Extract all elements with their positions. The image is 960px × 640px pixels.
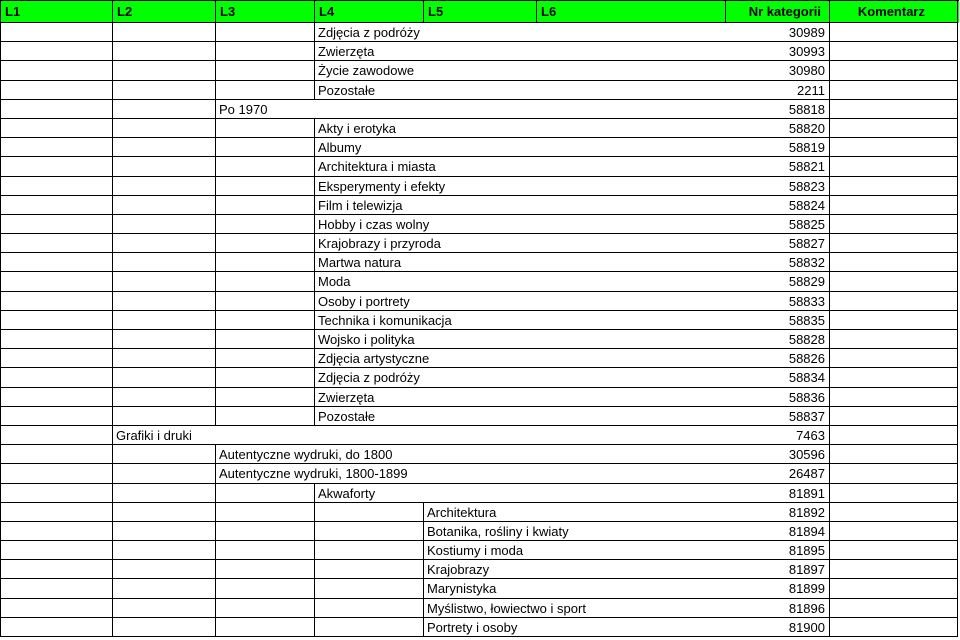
table-row[interactable] bbox=[1, 445, 959, 464]
category-cell[interactable] bbox=[315, 81, 830, 100]
komentarz-cell[interactable] bbox=[830, 61, 958, 80]
empty-cell[interactable] bbox=[216, 349, 315, 368]
table-row[interactable] bbox=[1, 42, 959, 61]
table-row[interactable] bbox=[1, 215, 959, 234]
empty-cell[interactable] bbox=[216, 81, 315, 100]
table-row[interactable] bbox=[1, 311, 959, 330]
table-row[interactable] bbox=[1, 234, 959, 253]
empty-cell[interactable] bbox=[1, 23, 113, 42]
empty-cell[interactable] bbox=[1, 407, 113, 426]
category-number: 81895 bbox=[788, 543, 825, 559]
category-label: Krajobrazy i przyroda bbox=[318, 236, 441, 252]
category-number: 58819 bbox=[788, 140, 825, 156]
empty-cell[interactable] bbox=[113, 292, 216, 311]
empty-cell[interactable] bbox=[113, 196, 216, 215]
category-label: Zwierzęta bbox=[318, 389, 375, 405]
empty-cell[interactable] bbox=[1, 560, 113, 579]
header-l4[interactable]: L4 bbox=[315, 1, 424, 23]
empty-cell[interactable] bbox=[1, 445, 113, 464]
category-label: Albumy bbox=[318, 140, 362, 156]
empty-cell[interactable] bbox=[113, 541, 216, 560]
category-label: Po 1970 bbox=[219, 101, 268, 117]
table-row[interactable] bbox=[1, 61, 959, 80]
empty-cell[interactable] bbox=[1, 579, 113, 598]
empty-cell[interactable] bbox=[315, 618, 424, 637]
komentarz-cell[interactable] bbox=[830, 560, 958, 579]
category-label: Akwaforty bbox=[318, 485, 376, 501]
empty-cell[interactable] bbox=[216, 388, 315, 407]
komentarz-cell[interactable] bbox=[830, 599, 958, 618]
empty-cell[interactable] bbox=[1, 81, 113, 100]
category-label: Wojsko i polityka bbox=[318, 332, 415, 347]
category-label: Życie zawodowe bbox=[318, 63, 415, 79]
category-label: Eksperymenty i efekty bbox=[318, 178, 446, 194]
category-label: Akty i erotyka bbox=[318, 120, 397, 136]
table-row[interactable] bbox=[1, 599, 959, 618]
category-number: 58821 bbox=[788, 159, 825, 175]
empty-cell[interactable] bbox=[113, 464, 216, 483]
empty-cell[interactable] bbox=[113, 407, 216, 426]
table-row[interactable] bbox=[1, 579, 959, 598]
category-label: Myślistwo, łowiectwo i sport bbox=[427, 600, 586, 616]
category-cell[interactable] bbox=[315, 272, 830, 291]
table-row[interactable] bbox=[1, 272, 959, 291]
category-label: Autentyczne wydruki, do 1800 bbox=[219, 447, 393, 463]
komentarz-cell[interactable] bbox=[830, 388, 958, 407]
table-row[interactable] bbox=[1, 407, 959, 426]
category-number: 58824 bbox=[788, 197, 825, 213]
empty-cell[interactable] bbox=[216, 157, 315, 176]
category-label: Grafiki i druki bbox=[116, 427, 192, 443]
empty-cell[interactable] bbox=[113, 234, 216, 253]
empty-cell[interactable] bbox=[113, 388, 216, 407]
empty-cell[interactable] bbox=[315, 522, 424, 541]
empty-cell[interactable] bbox=[216, 579, 315, 598]
empty-cell[interactable] bbox=[216, 503, 315, 522]
category-number: 58832 bbox=[788, 255, 825, 271]
empty-cell[interactable] bbox=[1, 119, 113, 138]
table-row[interactable] bbox=[1, 23, 959, 42]
category-number: 30993 bbox=[788, 44, 825, 60]
komentarz-cell[interactable] bbox=[830, 42, 958, 61]
category-label: Zdjęcia z podróży bbox=[318, 25, 420, 40]
komentarz-cell[interactable] bbox=[830, 426, 958, 445]
category-number: 58837 bbox=[788, 408, 825, 424]
empty-cell[interactable] bbox=[1, 388, 113, 407]
empty-cell[interactable] bbox=[216, 407, 315, 426]
category-number: 81899 bbox=[788, 581, 825, 597]
empty-cell[interactable] bbox=[216, 119, 315, 138]
empty-cell[interactable] bbox=[216, 196, 315, 215]
komentarz-cell[interactable] bbox=[830, 234, 958, 253]
empty-cell[interactable] bbox=[113, 445, 216, 464]
header-nr-kategorii[interactable]: Nr kategorii bbox=[726, 1, 830, 23]
komentarz-cell[interactable] bbox=[830, 23, 958, 42]
category-label: Zdjęcia artystyczne bbox=[318, 351, 430, 367]
table-row[interactable] bbox=[1, 618, 959, 637]
empty-cell[interactable] bbox=[113, 157, 216, 176]
empty-cell[interactable] bbox=[113, 579, 216, 598]
empty-cell[interactable] bbox=[113, 522, 216, 541]
table-row[interactable] bbox=[1, 119, 959, 138]
category-number: 58834 bbox=[788, 370, 825, 386]
table-row[interactable] bbox=[1, 330, 959, 349]
table-row[interactable] bbox=[1, 484, 959, 503]
empty-cell[interactable] bbox=[113, 349, 216, 368]
table-row[interactable] bbox=[1, 177, 959, 196]
empty-cell[interactable] bbox=[1, 292, 113, 311]
empty-cell[interactable] bbox=[113, 100, 216, 119]
empty-cell[interactable] bbox=[216, 23, 315, 42]
table-row[interactable] bbox=[1, 157, 959, 176]
header-l1[interactable]: L1 bbox=[1, 1, 113, 23]
header-l2[interactable]: L2 bbox=[113, 1, 216, 23]
komentarz-cell[interactable] bbox=[830, 541, 958, 560]
empty-cell[interactable] bbox=[113, 330, 216, 349]
category-number: 7463 bbox=[796, 427, 825, 443]
category-label: Marynistyka bbox=[427, 581, 497, 597]
empty-cell[interactable] bbox=[113, 311, 216, 330]
empty-cell[interactable] bbox=[113, 23, 216, 42]
komentarz-cell[interactable] bbox=[830, 503, 958, 522]
komentarz-cell[interactable] bbox=[830, 464, 958, 483]
empty-cell[interactable] bbox=[315, 503, 424, 522]
empty-cell[interactable] bbox=[216, 368, 315, 387]
table-row[interactable] bbox=[1, 81, 959, 100]
empty-cell[interactable] bbox=[1, 42, 113, 61]
empty-cell[interactable] bbox=[216, 42, 315, 61]
empty-cell[interactable] bbox=[1, 541, 113, 560]
komentarz-cell[interactable] bbox=[830, 579, 958, 598]
category-cell[interactable] bbox=[315, 138, 830, 157]
category-label: Botanika, rośliny i kwiaty bbox=[427, 523, 569, 539]
empty-cell[interactable] bbox=[113, 560, 216, 579]
category-label: Architektura i miasta bbox=[318, 159, 436, 175]
category-label: Moda bbox=[318, 274, 351, 290]
empty-cell[interactable] bbox=[1, 368, 113, 387]
empty-cell[interactable] bbox=[1, 503, 113, 522]
category-label: Hobby i czas wolny bbox=[318, 216, 430, 232]
category-number: 58818 bbox=[788, 101, 825, 117]
empty-cell[interactable] bbox=[1, 349, 113, 368]
empty-cell[interactable] bbox=[216, 253, 315, 272]
empty-cell[interactable] bbox=[113, 618, 216, 637]
empty-cell[interactable] bbox=[1, 100, 113, 119]
empty-cell[interactable] bbox=[216, 541, 315, 560]
empty-cell[interactable] bbox=[113, 503, 216, 522]
table-row[interactable] bbox=[1, 368, 959, 387]
komentarz-cell[interactable] bbox=[830, 272, 958, 291]
komentarz-cell[interactable] bbox=[830, 407, 958, 426]
category-label: Krajobrazy bbox=[427, 562, 490, 578]
empty-cell[interactable] bbox=[216, 599, 315, 618]
empty-cell[interactable] bbox=[113, 215, 216, 234]
komentarz-cell[interactable] bbox=[830, 138, 958, 157]
empty-cell[interactable] bbox=[216, 292, 315, 311]
category-label: Kostiumy i moda bbox=[427, 543, 524, 559]
table-row[interactable] bbox=[1, 100, 959, 119]
header-row bbox=[1, 1, 959, 23]
empty-cell[interactable] bbox=[113, 119, 216, 138]
table-row[interactable] bbox=[1, 426, 959, 445]
empty-cell[interactable] bbox=[315, 579, 424, 598]
komentarz-cell[interactable] bbox=[830, 445, 958, 464]
komentarz-cell[interactable] bbox=[830, 330, 958, 349]
table-body bbox=[1, 23, 959, 637]
komentarz-cell[interactable] bbox=[830, 119, 958, 138]
category-number: 81892 bbox=[788, 504, 825, 520]
empty-cell[interactable] bbox=[1, 177, 113, 196]
komentarz-cell[interactable] bbox=[830, 177, 958, 196]
table-row[interactable] bbox=[1, 541, 959, 560]
category-number: 58836 bbox=[788, 389, 825, 405]
category-label: Autentyczne wydruki, 1800-1899 bbox=[219, 466, 408, 482]
empty-cell[interactable] bbox=[315, 541, 424, 560]
empty-cell[interactable] bbox=[216, 215, 315, 234]
empty-cell[interactable] bbox=[113, 599, 216, 618]
empty-cell[interactable] bbox=[113, 484, 216, 503]
empty-cell[interactable] bbox=[315, 560, 424, 579]
empty-cell[interactable] bbox=[113, 42, 216, 61]
category-label: Film i telewizja bbox=[318, 197, 403, 213]
empty-cell[interactable] bbox=[216, 560, 315, 579]
table-row[interactable] bbox=[1, 522, 959, 541]
empty-cell[interactable] bbox=[1, 61, 113, 80]
category-number: 26487 bbox=[788, 466, 825, 482]
empty-cell[interactable] bbox=[216, 138, 315, 157]
category-cell[interactable] bbox=[113, 426, 830, 445]
category-number: 81894 bbox=[788, 523, 825, 539]
empty-cell[interactable] bbox=[113, 81, 216, 100]
header-l6[interactable]: L6 bbox=[537, 1, 726, 23]
empty-cell[interactable] bbox=[216, 61, 315, 80]
komentarz-cell[interactable] bbox=[830, 100, 958, 119]
empty-cell[interactable] bbox=[1, 464, 113, 483]
komentarz-cell[interactable] bbox=[830, 253, 958, 272]
category-cell[interactable] bbox=[315, 407, 830, 426]
empty-cell[interactable] bbox=[1, 311, 113, 330]
empty-cell[interactable] bbox=[113, 138, 216, 157]
header-komentarz[interactable]: Komentarz bbox=[830, 1, 958, 23]
category-label: Architektura bbox=[427, 504, 497, 520]
category-number: 58835 bbox=[788, 312, 825, 328]
empty-cell[interactable] bbox=[315, 599, 424, 618]
komentarz-cell[interactable] bbox=[830, 215, 958, 234]
komentarz-cell[interactable] bbox=[830, 522, 958, 541]
empty-cell[interactable] bbox=[216, 330, 315, 349]
komentarz-cell[interactable] bbox=[830, 81, 958, 100]
table-row[interactable] bbox=[1, 503, 959, 522]
category-label: Pozostałe bbox=[318, 82, 376, 98]
komentarz-cell[interactable] bbox=[830, 368, 958, 387]
empty-cell[interactable] bbox=[113, 368, 216, 387]
table-row[interactable] bbox=[1, 292, 959, 311]
table-row[interactable] bbox=[1, 349, 959, 368]
category-number: 2211 bbox=[797, 82, 825, 98]
komentarz-cell[interactable] bbox=[830, 292, 958, 311]
category-number: 58833 bbox=[788, 293, 825, 309]
empty-cell[interactable] bbox=[113, 61, 216, 80]
empty-cell[interactable] bbox=[216, 272, 315, 291]
category-number: 58825 bbox=[788, 216, 825, 232]
category-number: 81891 bbox=[788, 485, 825, 501]
category-number: 81897 bbox=[788, 562, 825, 578]
category-label: Zdjęcia z podróży bbox=[318, 370, 420, 386]
empty-cell[interactable] bbox=[216, 484, 315, 503]
komentarz-cell[interactable] bbox=[830, 196, 958, 215]
komentarz-cell[interactable] bbox=[830, 484, 958, 503]
category-number: 58823 bbox=[788, 178, 825, 194]
empty-cell[interactable] bbox=[1, 234, 113, 253]
empty-cell[interactable] bbox=[1, 618, 113, 637]
category-cell[interactable] bbox=[216, 100, 830, 119]
empty-cell[interactable] bbox=[113, 272, 216, 291]
table-row[interactable] bbox=[1, 464, 959, 483]
komentarz-cell[interactable] bbox=[830, 311, 958, 330]
empty-cell[interactable] bbox=[1, 272, 113, 291]
category-number: 58828 bbox=[788, 332, 825, 347]
category-label: Technika i komunikacja bbox=[318, 312, 452, 328]
empty-cell[interactable] bbox=[113, 177, 216, 196]
category-label: Portrety i osoby bbox=[427, 619, 518, 635]
category-label: Osoby i portrety bbox=[318, 293, 410, 309]
empty-cell[interactable] bbox=[216, 522, 315, 541]
category-number: 81896 bbox=[788, 600, 825, 616]
category-number: 30980 bbox=[788, 63, 825, 79]
empty-cell[interactable] bbox=[113, 253, 216, 272]
empty-cell[interactable] bbox=[1, 157, 113, 176]
empty-cell[interactable] bbox=[1, 330, 113, 349]
empty-cell[interactable] bbox=[1, 522, 113, 541]
empty-cell[interactable] bbox=[1, 196, 113, 215]
empty-cell[interactable] bbox=[216, 177, 315, 196]
header-l3[interactable]: L3 bbox=[216, 1, 315, 23]
category-number: 58829 bbox=[788, 274, 825, 290]
category-cell[interactable] bbox=[315, 388, 830, 407]
category-number: 30596 bbox=[788, 447, 825, 463]
category-cell[interactable] bbox=[315, 42, 830, 61]
table-row[interactable] bbox=[1, 253, 959, 272]
komentarz-cell[interactable] bbox=[830, 618, 958, 637]
empty-cell[interactable] bbox=[1, 253, 113, 272]
header-l5[interactable]: L5 bbox=[424, 1, 537, 23]
table-row[interactable] bbox=[1, 196, 959, 215]
table-row[interactable] bbox=[1, 560, 959, 579]
category-number: 58826 bbox=[788, 351, 825, 367]
empty-cell[interactable] bbox=[1, 426, 113, 445]
empty-cell[interactable] bbox=[216, 311, 315, 330]
table-row[interactable] bbox=[1, 388, 959, 407]
category-label: Martwa natura bbox=[318, 255, 402, 271]
empty-cell[interactable] bbox=[1, 484, 113, 503]
category-number: 81900 bbox=[788, 619, 825, 635]
empty-cell[interactable] bbox=[216, 618, 315, 637]
category-label: Zwierzęta bbox=[318, 44, 375, 60]
category-cell[interactable] bbox=[315, 484, 830, 503]
category-number: 58820 bbox=[788, 120, 825, 136]
table-row[interactable] bbox=[1, 138, 959, 157]
empty-cell[interactable] bbox=[1, 138, 113, 157]
empty-cell[interactable] bbox=[1, 599, 113, 618]
category-label: Pozostałe bbox=[318, 408, 376, 424]
empty-cell[interactable] bbox=[1, 215, 113, 234]
komentarz-cell[interactable] bbox=[830, 157, 958, 176]
category-number: 58827 bbox=[788, 236, 825, 252]
komentarz-cell[interactable] bbox=[830, 349, 958, 368]
empty-cell[interactable] bbox=[216, 234, 315, 253]
category-number: 30989 bbox=[788, 25, 825, 40]
